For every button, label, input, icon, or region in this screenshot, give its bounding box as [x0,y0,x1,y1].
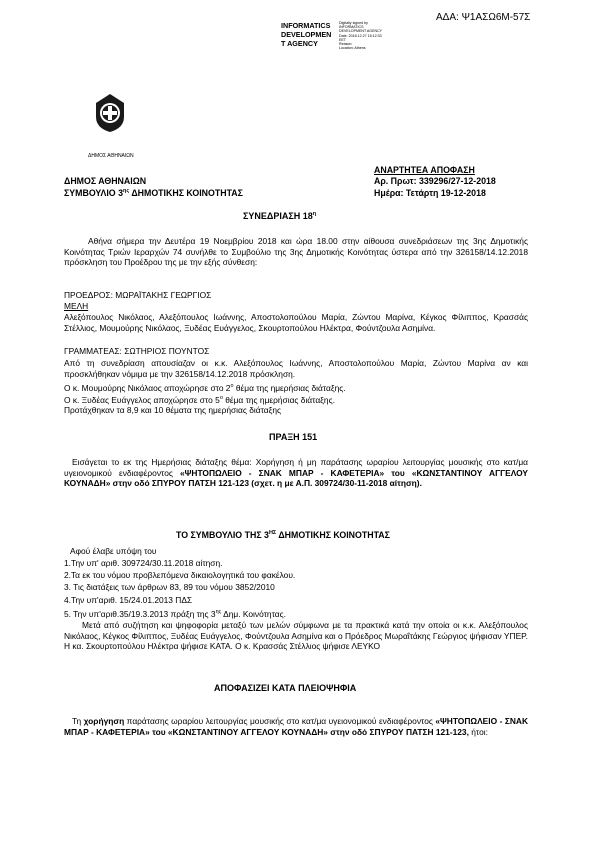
consideration-item: 1.Την υπ' αριθ. 309724/30.11.2018 αίτηση. [64,558,223,568]
president-line: ΠΡΟΕΔΡΟΣ: ΜΩΡΑΪΤΑΚΗΣ ΓΕΩΡΓΙΟΣ [64,290,212,300]
decision-tail: ήτοι: [468,726,488,737]
act-subject-text: Εισάγεται το εκ της Ημερήσιας διάταξης θέμα: Χορήγηση ή μη παράτασης ωραρίου λειτουργίας μουσικής στο κατ/μα υγειονομικού ενδιαφέροντος [64,457,528,478]
absent-members: Από τη συνεδρίαση απουσίαζαν οι κ.κ. Αλεξόπουλος Ιωάννης, Αποστολοπούλου Μαρία, Ζώντου Μαρίνα αν και προσκλήθηκαν νόμιμα με την 326158/14.12.2018 πρόσκληση. [64,358,528,379]
members-list: Αλεξόπουλος Νικόλαος, Αλεξόπουλος Ιωάννης, Αποστολοπούλου Μαρία, Ζώντου Μαρίνα, Κέγκος Φίλιππος, Κρασσάς Στέλλιος, Μουμούρης Νικόλαος, Ξυδέας Ευάγγελος, Σκουρτοπούλου Ηλέκτρα, Φούντζουλα Ασημίνα. [64,312,528,333]
signature-org-line: DEVELOPMEN [281,30,332,39]
consideration-item-sup: ης [215,609,222,615]
session-intro: Αθήνα σήμερα την Δευτέρα 19 Νοεμβρίου 2018 και ώρα 18.00 στην αίθουσα συνεδριάσεων της 3ης Δημοτικής Κοινότητας Τριών Ιεραρχών 74 συνήλθε το Συμβούλιο της 3ης Δημοτικής Κοινότητας ύστερα από την 326158/14.12.2018 πρόσκληση του Προέδρου της με την εξής σύνθεση: [64,236,528,268]
signature-detail-line: Date: 2018.12.27 15:12:33 [339,33,382,38]
consideration-item: 4.Την υπ'αριθ. 15/24.01.2013 ΠΔΣ [64,595,193,605]
council-heading-sup: ΗΣ [268,530,277,537]
decision-business: «ΨΗΤΟΠΩΛΕΙΟ - ΣΝΑΚ ΜΠΑΡ - ΚΑΦΕΤΕΡΙΑ» του «ΚΩΝΣΤΑΝΤΙΝΟΥ ΑΓΓΕΛΟΥ ΚΟΥΝΑΔΗ» στην οδό ΣΠΥΡΟΥ ΠΑΤΣΗ 121-123, [64,716,528,737]
decision-title: ΑΠΟΦΑΣΙΖΕΙ ΚΑΤΑ ΠΛΕΙΟΨΗΦΙΑ [214,683,357,693]
council-name-prefix: ΣΥΜΒΟΥΛΙΟ 3 [64,188,123,198]
municipality-name: ΔΗΜΟΣ ΑΘΗΝΑΙΩΝ [64,176,147,186]
council-name-sup: ης [122,188,130,195]
signature-org-line: T AGENCY [281,39,318,48]
session-title [243,211,316,221]
signature-detail-line: Location: Athens [339,46,366,51]
signature-org-line: INFORMATICS [281,21,331,30]
decision-lead: Τη [72,716,84,726]
session-title-text: ΣΥΝΕΔΡΙΑΣΗ 18 [243,211,313,221]
members-label: ΜΕΛΗ [64,301,89,311]
signature-detail-line: INFORMATICS [339,25,364,30]
considering-label: Αφού έλαβε υπόψη του [70,546,157,556]
meeting-date: Ημέρα: Τετάρτη 19-12-2018 [374,188,486,198]
departure-note-text: Ο κ. Ξυδέας Ευάγγελος αποχώρησε στο 5 [64,394,220,405]
session-title-sup: η [312,211,317,217]
secretary-line: ΓΡΑΜΜΑΤΕΑΣ: ΣΩΤΗΡΙΟΣ ΠΟΥΝΤΟΣ [64,346,210,356]
council-heading-suffix: ΔΗΜΟΤΙΚΗΣ ΚΟΙΝΟΤΗΤΑΣ [276,530,390,540]
council-heading [176,530,390,540]
act-title: ΠΡΑΞΗ 151 [269,432,318,442]
consideration-item: 3. Τις διατάξεις των άρθρων 83, 89 του νόμου 3852/2010 [64,582,275,592]
consideration-item-text: 5. Την υπ'αριθ.35/19.3.2013 πράξη της 3 [64,608,216,619]
council-name-suffix: ΔΗΜΟΤΙΚΗΣ ΚΟΙΝΟΤΗΤΑΣ [129,188,243,198]
signature-detail-line: Reason: [339,42,353,47]
emblem-caption: ΔΗΜΟΣ ΑΘΗΝΑΙΩΝ [88,153,134,159]
departure-note-text: θέμα της ημερήσιας διάταξης. [233,382,346,393]
council-heading-prefix: ΤΟ ΣΥΜΒΟΥΛΙΟ ΤΗΣ 3 [176,530,269,540]
priority-note: Προτάχθηκαν τα 8,9 και 10 θέματα της ημερήσιας διάταξης [64,405,282,415]
departure-note-sup: ο [230,383,234,389]
signature-detail-line: EET [339,37,346,42]
ada-label: ΑΔΑ: Ψ1ΑΣΩ6Μ-57Σ [436,12,531,23]
departure-note-sup: ο [219,395,223,401]
signature-detail-line: Digitally signed by [339,21,368,25]
signature-detail-line: DEVELOPMENT AGENCY [339,29,383,34]
signature-org-name [281,21,331,48]
decision-body [64,716,528,737]
consideration-item [64,607,286,619]
act-subject [64,457,528,489]
vote-details: Μετά από συζήτηση και ψηφοφορία μεταξύ των μελών σύμφωνα με τα πρακτικά κατά την οποία οι κ.κ. Αλεξόπουλος Νικόλαος, Κέγκος Φίλιππος, Ξυδέας Ευάγγελος, Φούντζουλα Ασημίνα και ο Πρόεδρος Μωραΐτάκης Γεώργιος ψήφισαν ΥΠΕΡ. Η κα. Σκουρτοπούλου Ηλέκτρα ψήφισε ΚΑΤΑ. Ο κ. Κρασσάς Στέλλιος ψήφισε ΛΕΥΚΟ [64,620,528,652]
decision-grant-word: χορήγηση [83,716,125,726]
act-subject-business: «ΨΗΤΟΠΩΛΕΙΟ - ΣΝΑΚ ΜΠΑΡ - ΚΑΦΕΤΕΡΙΑ» του «ΚΩΝΣΤΑΝΤΙΝΟΥ ΑΓΓΕΛΟΥ ΚΟΥΝΑΔΗ» στην οδό ΣΠΥΡΟΥ ΠΑΤΣΗ 121-123 (σχετ. η με Α.Π. 309724/30-11-2018 αίτηση). [64,467,528,489]
signature-details [339,21,382,50]
departure-note-text: θέμα της ημερήσιας διάταξης. [222,394,335,405]
protocol-number: Αρ. Πρωτ: 339296/27-12-2018 [374,176,496,186]
decision-body-text: παράτασης ωραρίου λειτουργίας μουσικής στο κατ/μα υγειονομικού ενδιαφέροντος [124,716,436,726]
consideration-item: 2.Τα εκ του νόμου προβλεπόμενα δικαιολογητικά του φακέλου. [64,570,296,580]
departure-note-text: Ο κ. Μουμούρης Νικόλαος αποχώρησε στο 2 [64,382,231,393]
departure-note [64,381,346,393]
municipality-emblem-icon [95,93,125,133]
posted-decision-label: ΑΝΑΡΤΗΤΕΑ ΑΠΟΦΑΣΗ [374,165,475,175]
consideration-item-text: Δημ. Κοινότητας. [221,608,286,619]
departure-note [64,393,335,405]
council-name [64,188,243,198]
